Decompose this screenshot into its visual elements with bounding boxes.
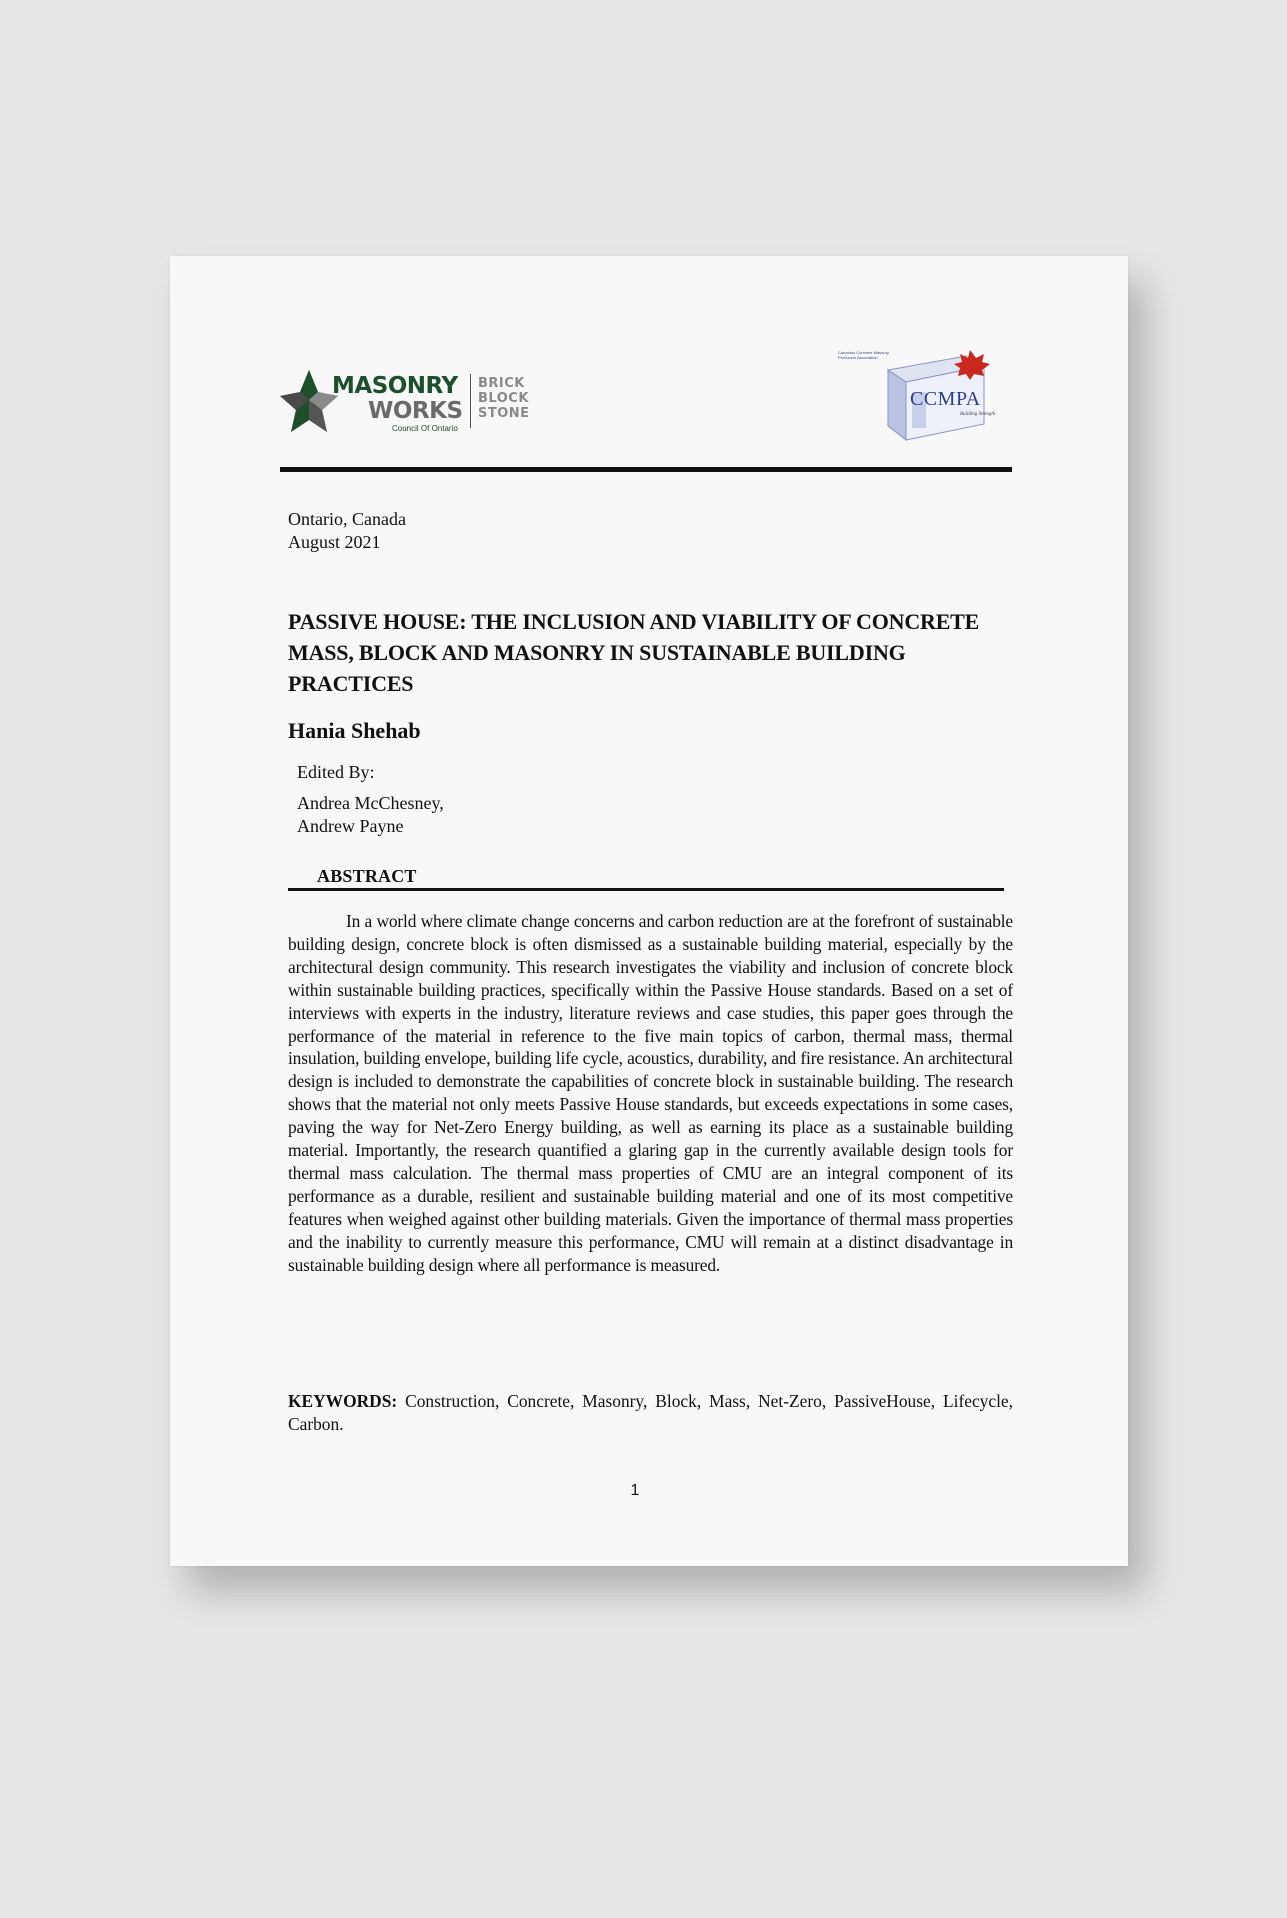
trillium-star-icon (280, 370, 338, 432)
logo-divider (470, 374, 471, 428)
logo-works-text: WORKS (368, 398, 463, 424)
keywords-text: Construction, Concrete, Masonry, Block, Mass, Net-Zero, PassiveHouse, Lifecycle, Carbon. (288, 1391, 1013, 1434)
logo-materials (478, 376, 530, 421)
masonry-works-logo (280, 366, 540, 436)
ccmpa-tagline: Building Strength (960, 412, 996, 417)
editor-name: Andrew Payne (297, 816, 404, 836)
abstract-divider (288, 888, 1004, 891)
editors-list (297, 792, 444, 838)
logo-material-brick: BRICK (478, 376, 525, 391)
logo-council-text: Council Of Ontario (392, 424, 458, 433)
logo-material-stone: STONE (478, 406, 530, 421)
logo-material-block: BLOCK (478, 391, 529, 406)
ccmpa-logo (838, 348, 998, 448)
header-divider (280, 467, 1012, 472)
author-name: Hania Shehab (288, 718, 421, 743)
keywords-paragraph (288, 1390, 1013, 1436)
location-date-block (288, 508, 406, 554)
logo-masonry-text: MASONRY (332, 373, 458, 399)
editor-name: Andrea McChesney, (297, 793, 444, 813)
page-number: 1 (630, 1482, 640, 1499)
abstract-heading: ABSTRACT (317, 866, 417, 886)
ccmpa-org-text: Canadian Concrete Masonry Producers Association (838, 350, 889, 360)
keywords-label: KEYWORDS: (288, 1391, 398, 1411)
abstract-text: In a world where climate change concerns and carbon reduction are at the forefront of sustainable building design, concrete block is often dismissed as a sustainable building material, especially by the architectural design community. This research investigates the viability and inclusion of concrete block within sustainable building practices, specifically within the Passive House standards. Based on a set of interviews with experts in the industry, literature reviews and case studies, this paper goes through the performance of the material in reference to the five main topics of carbon, thermal mass, thermal insulation, building envelope, building life cycle, acoustics, durability, and fire resistance. An architectural design is included to demonstrate the capabilities of concrete block in sustainable building. The research shows that the material not only meets Passive House standards, but exceeds expectations in some cases, paving the way for Net-Zero Energy building, as well as earning its place as a sustainable building material. Importantly, the research quantified a glaring gap in the currently available design tools for thermal mass calculation. The thermal mass properties of CMU are an integral component of its performance as a durable, resilient and sustainable building material and one of its most competitive features when weighed against other building materials. Given the importance of thermal mass properties and the inability to currently measure this performance, CMU will remain at a distinct disadvantage in sustainable building design where all performance is measured. (288, 911, 1013, 1275)
edited-by-label: Edited By: (297, 762, 375, 782)
date: August 2021 (288, 532, 381, 552)
document-page (170, 256, 1128, 1566)
location: Ontario, Canada (288, 509, 406, 529)
ccmpa-name: CCMPA (910, 388, 981, 410)
document-title: PASSIVE HOUSE: THE INCLUSION AND VIABILITY OF CONCRETE MASS, BLOCK AND MASONRY IN SUSTAINABLE BUILDING PRACTICES (288, 609, 980, 696)
